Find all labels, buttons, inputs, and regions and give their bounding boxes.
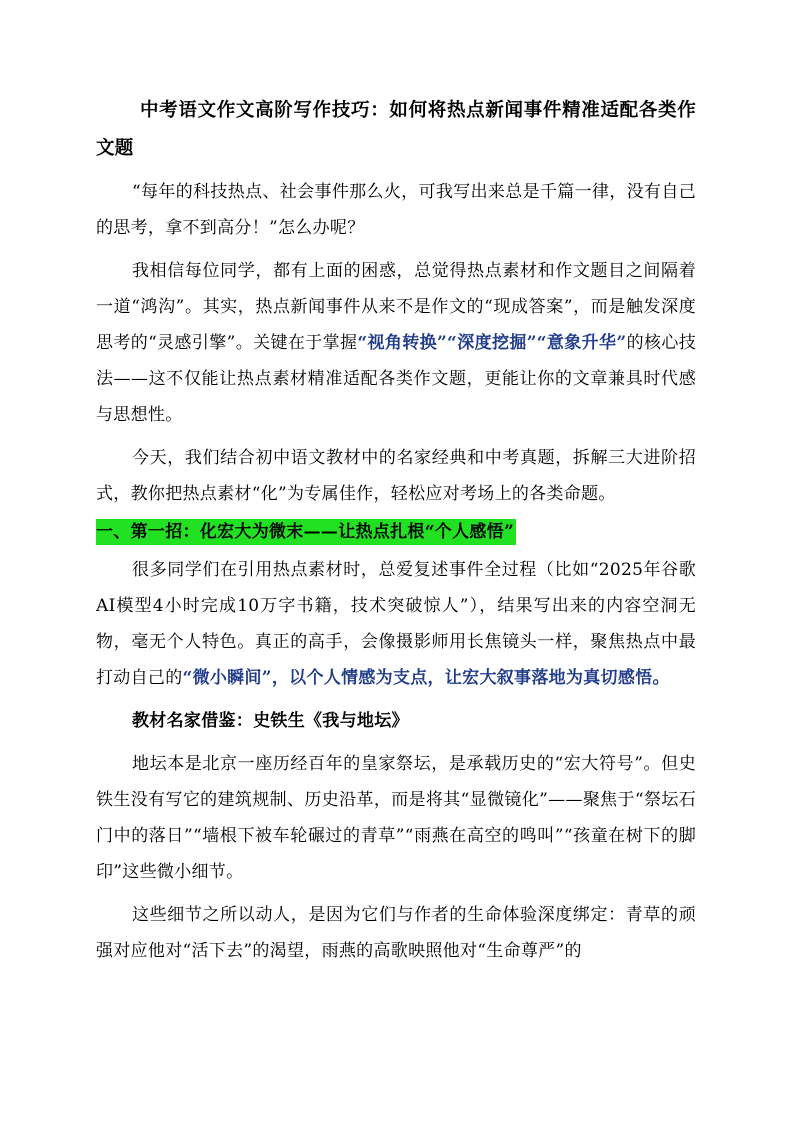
technique-highlight: “视角转换”“深度挖掘”“意象升华” xyxy=(357,333,627,353)
document-title: 中考语文作文高阶写作技巧：如何将热点新闻事件精准适配各类作文题 xyxy=(96,100,696,159)
section-paragraph-1 xyxy=(96,552,696,696)
document-page xyxy=(96,92,696,976)
problem-text-1: 我相信每位同学，都有上面的困惑，总觉得热点素材和作文题目之间隔着一道“鸿沟”。其实，热点新闻事件从来不是作文的“现成答案”，而是触发深度思考的“灵感引擎”。关键在于掌握 xyxy=(96,261,696,353)
micro-moment-highlight: “微小瞬间”，以个人情感为支点，让宏大叙事落地为真切感悟。 xyxy=(182,668,670,688)
overview-paragraph: 今天，我们结合初中语文教材中的名家经典和中考真题，拆解三大进阶招式，教你把热点素材“化”为专属佳作，轻松应对考场上的各类命题。 xyxy=(96,448,696,504)
section-heading-wrap xyxy=(96,519,696,545)
section-heading: 一、第一招：化宏大为微末——让热点扎根“个人感悟” xyxy=(96,519,516,545)
subheading: 教材名家借鉴：史铁生《我与地坛》 xyxy=(132,711,409,731)
intro-paragraph: “每年的科技热点、社会事件那么火，可我写出来总是千篇一律，没有自己的思考，拿不到高分！”怎么办呢？ xyxy=(96,182,696,238)
problem-paragraph xyxy=(96,253,696,433)
section-paragraph-3: 这些细节之所以动人，是因为它们与作者的生命体验深度绑定：青草的顽强对应他对“活下去”的渴望，雨燕的高歌映照他对“生命尊严”的 xyxy=(96,905,696,961)
section-paragraph-2: 地坛本是北京一座历经百年的皇家祭坛，是承载历史的“宏大符号”。但史铁生没有写它的建筑规制、历史沿革，而是将其“显微镜化”——聚焦于“祭坛石门中的落日”“墙根下被车轮碾过的青草”“雨燕在高空的鸣叫”“孩童在树下的脚印”这些微小细节。 xyxy=(96,754,696,882)
section-text-1: 很多同学们在引用热点素材时，总爱复述事件全过程（比如“2025年谷歌AI模型4小时完成10万字书籍，技术突破惊人”），结果写出来的内容空洞无物，毫无个人特色。真正的高手，会像摄影师用长焦镜头一样，聚焦热点中最打动自己的 xyxy=(96,560,696,688)
problem-text-2: 的核心技法——这不仅能让热点素材精准适配各类作文题，更能让你的文章兼具时代感与思想性。 xyxy=(96,333,696,425)
